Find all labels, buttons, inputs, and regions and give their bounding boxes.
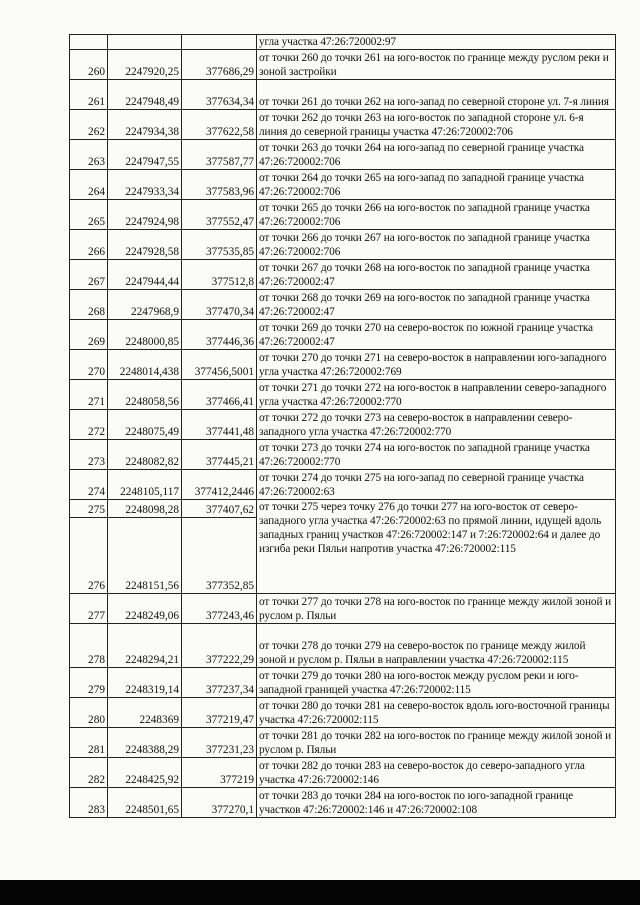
point-number-cell: 273 [70,440,108,470]
x-coordinate-cell: 2248501,65 [108,788,182,818]
point-number-cell: 283 [70,788,108,818]
y-coordinate-cell: 377466,41 [182,380,257,410]
table-row [70,500,616,518]
x-coordinate-cell: 2247924,98 [108,200,182,230]
point-number-cell: 270 [70,350,108,380]
point-number-cell: 264 [70,170,108,200]
point-number-cell: 277 [70,594,108,624]
table-row [70,410,616,440]
table-row [70,440,616,470]
y-coordinate-cell: 377446,36 [182,320,257,350]
x-coordinate-cell: 2247928,58 [108,230,182,260]
table-row [70,380,616,410]
point-number-cell: 274 [70,470,108,500]
y-coordinate-cell: 377219 [182,758,257,788]
x-coordinate-cell: 2247948,49 [108,80,182,110]
y-coordinate-cell: 377470,34 [182,290,257,320]
segment-description-cell: от точки 266 до точки 267 на юго-восток по западной границе участка 47:26:720002:706 [257,230,616,260]
point-number-cell: 279 [70,668,108,698]
y-coordinate-cell: 377535,85 [182,230,257,260]
point-number-cell: 267 [70,260,108,290]
table-row [70,260,616,290]
point-number-cell: 281 [70,728,108,758]
x-coordinate-cell: 2248000,85 [108,320,182,350]
segment-description-cell: от точки 277 до точки 278 на юго-восток по границе между жилой зоной и руслом р. Пяльи [257,594,616,624]
table-row [70,170,616,200]
table-row [70,758,616,788]
segment-description-cell: от точки 263 до точки 264 на юго-запад по северной границе участка 47:26:720002:706 [257,140,616,170]
x-coordinate-cell: 2248082,82 [108,440,182,470]
table-row [70,350,616,380]
table-row [70,140,616,170]
y-coordinate-cell: 377219,47 [182,698,257,728]
table-row [70,35,616,50]
point-number-cell: 276 [70,518,108,594]
segment-description-cell: угла участка 47:26:720002:97 [257,35,616,50]
segment-description-cell: от точки 262 до точки 263 на юго-восток по западной стороне ул. 6-я линия до северной границы участка 47:26:720002:706 [257,110,616,140]
segment-description-cell: от точки 272 до точки 273 на северо-восток в направлении северо-западного угла участка 47:26:720002:770 [257,410,616,440]
segment-description-cell: от точки 270 до точки 271 на северо-восток в направлении юго-западного угла участка 47:26:720002:769 [257,350,616,380]
x-coordinate-cell: 2248058,56 [108,380,182,410]
segment-description-cell: от точки 275 через точку 276 до точки 277 на юго-восток от северо-западного угла участка 47:26:720002:63 по прямой линии, идущей вдоль западных границ участков 47:26:720002:147 и 7:26:720002:64 и далее до изгиба реки Пяльи напротив участка 47:26:720002:115 [257,500,616,594]
y-coordinate-cell: 377552,47 [182,200,257,230]
y-coordinate-cell: 377512,8 [182,260,257,290]
coordinates-table [69,34,616,818]
point-number-cell: 268 [70,290,108,320]
table-row [70,624,616,668]
point-number-cell: 275 [70,500,108,518]
y-coordinate-cell: 377583,96 [182,170,257,200]
table-row [70,290,616,320]
segment-description-cell: от точки 265 до точки 266 на юго-восток по западной границе участка 47:26:720002:706 [257,200,616,230]
y-coordinate-cell: 377441,48 [182,410,257,440]
segment-description-cell: от точки 283 до точки 284 на юго-восток по юго-западной границе участков 47:26:720002:146 и 47:26:720002:108 [257,788,616,818]
x-coordinate-cell: 2248098,28 [108,500,182,518]
y-coordinate-cell: 377237,34 [182,668,257,698]
table-row [70,50,616,80]
point-number-cell: 265 [70,200,108,230]
x-coordinate-cell: 2247934,38 [108,110,182,140]
point-number-cell: 271 [70,380,108,410]
table-row [70,110,616,140]
y-coordinate-cell: 377222,29 [182,624,257,668]
x-coordinate-cell: 2247920,25 [108,50,182,80]
point-number-cell: 261 [70,80,108,110]
x-coordinate-cell: 2247933,34 [108,170,182,200]
segment-description-cell: от точки 279 до точки 280 на юго-восток между руслом реки и юго-западной границей участка 47:26:720002:115 [257,668,616,698]
y-coordinate-cell: 377270,1 [182,788,257,818]
segment-description-cell: от точки 267 до точки 268 на юго-восток по западной границе участка 47:26:720002:47 [257,260,616,290]
segment-description-cell: от точки 280 до точки 281 на северо-восток вдоль юго-восточной границы участка 47:26:720002:115 [257,698,616,728]
y-coordinate-cell: 377456,5001 [182,350,257,380]
segment-description-cell: от точки 269 до точки 270 на северо-восток по южной границе участка 47:26:720002:47 [257,320,616,350]
point-number-cell: 272 [70,410,108,440]
x-coordinate-cell: 2248075,49 [108,410,182,440]
table-row [70,230,616,260]
y-coordinate-cell: 377445,21 [182,440,257,470]
x-coordinate-cell: 2248151,56 [108,518,182,594]
y-coordinate-cell [182,35,257,50]
y-coordinate-cell: 377634,34 [182,80,257,110]
x-coordinate-cell: 2248014,438 [108,350,182,380]
point-number-cell: 282 [70,758,108,788]
point-number-cell: 260 [70,50,108,80]
point-number-cell: 269 [70,320,108,350]
y-coordinate-cell: 377352,85 [182,518,257,594]
x-coordinate-cell: 2248425,92 [108,758,182,788]
segment-description-cell: от точки 274 до точки 275 на юго-запад по северной границе участка 47:26:720002:63 [257,470,616,500]
table-row [70,788,616,818]
y-coordinate-cell: 377231,23 [182,728,257,758]
table-row [70,728,616,758]
point-number-cell: 263 [70,140,108,170]
table-row [70,668,616,698]
table-row [70,698,616,728]
y-coordinate-cell: 377412,2446 [182,470,257,500]
point-number-cell: 262 [70,110,108,140]
segment-description-cell: от точки 278 до точки 279 на северо-восток по границе между жилой зоной и руслом р. Пяльи в направлении участка 47:26:720002:115 [257,624,616,668]
scan-bottom-edge [0,880,640,905]
point-number-cell: 278 [70,624,108,668]
segment-description-cell: от точки 260 до точки 261 на юго-восток по границе между руслом реки и зоной застройки [257,50,616,80]
table-row [70,200,616,230]
segment-description-cell: от точки 271 до точки 272 на юго-восток в направлении северо-западного угла участка 47:26:720002:770 [257,380,616,410]
y-coordinate-cell: 377243,46 [182,594,257,624]
segment-description-cell: от точки 282 до точки 283 на северо-восток до северо-западного угла участка 47:26:720002:146 [257,758,616,788]
y-coordinate-cell: 377622,58 [182,110,257,140]
x-coordinate-cell: 2247944,44 [108,260,182,290]
x-coordinate-cell: 2248249,06 [108,594,182,624]
table-row [70,320,616,350]
table-row [70,594,616,624]
segment-description-cell: от точки 273 до точки 274 на юго-восток по западной границе участка 47:26:720002:770 [257,440,616,470]
coordinates-table-body [70,35,616,818]
table-row [70,470,616,500]
x-coordinate-cell: 2248294,21 [108,624,182,668]
x-coordinate-cell: 2248388,29 [108,728,182,758]
x-coordinate-cell [108,35,182,50]
x-coordinate-cell: 2248105,117 [108,470,182,500]
segment-description-cell: от точки 268 до точки 269 на юго-восток по западной границе участка 47:26:720002:47 [257,290,616,320]
y-coordinate-cell: 377686,29 [182,50,257,80]
point-number-cell: 266 [70,230,108,260]
table-row [70,80,616,110]
x-coordinate-cell: 2247968,9 [108,290,182,320]
segment-description-cell: от точки 281 до точки 282 на юго-восток по границе между жилой зоной и руслом р. Пяльи [257,728,616,758]
point-number-cell [70,35,108,50]
point-number-cell: 280 [70,698,108,728]
segment-description-cell: от точки 264 до точки 265 на юго-запад по западной границе участка 47:26:720002:706 [257,170,616,200]
x-coordinate-cell: 2248319,14 [108,668,182,698]
x-coordinate-cell: 2247947,55 [108,140,182,170]
segment-description-cell: от точки 261 до точки 262 на юго-запад по северной стороне ул. 7-я линия [257,80,616,110]
x-coordinate-cell: 2248369 [108,698,182,728]
y-coordinate-cell: 377407,62 [182,500,257,518]
y-coordinate-cell: 377587,77 [182,140,257,170]
